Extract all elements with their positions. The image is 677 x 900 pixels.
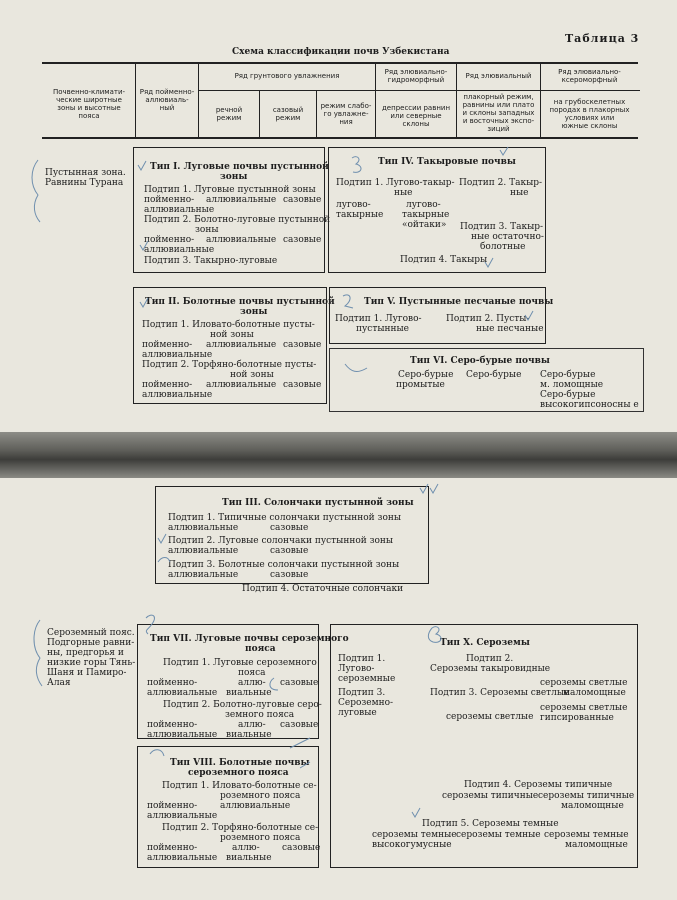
zone-serozem: Сероземный пояс. Подгорные равни- ны, предгорья и низкие горы Тянь- Шаня и Памиро- Алая — [47, 628, 136, 688]
type-4-line: болотные — [480, 242, 526, 252]
type-1-line: аллювиальные — [206, 235, 277, 245]
type-10-line: сероземы темные — [372, 830, 457, 840]
type-10-line: сероземы светлые — [540, 678, 628, 688]
type-1-line: Подтип 2. Болотно-луговые пустынной — [144, 215, 331, 225]
lower-page — [0, 478, 677, 900]
type-1-line: сазовые — [283, 195, 322, 205]
type-8-line: пойменно- — [147, 843, 198, 853]
table-title: Схема классификации почв Узбекистана — [232, 47, 450, 57]
type-2-title: Тип II. Болотные почвы пустынной зоны — [145, 297, 335, 317]
type-7-line: аллю- — [238, 678, 266, 688]
type-10-line: Подтип 1. — [338, 654, 386, 664]
type-4-line: лугово- — [406, 200, 441, 210]
type-10-line: сероземы темные — [456, 830, 541, 840]
type-4-line: такырные — [336, 210, 384, 220]
type-10-line: Подтип 4. Сероземы типичные — [464, 780, 613, 790]
pencil-marks-icon — [0, 478, 677, 900]
type-6-line: Серо-бурые — [398, 370, 454, 380]
book-fold — [0, 432, 677, 478]
type-1-line: аллювиальные — [144, 245, 215, 255]
type-10-line: Сероземно- — [338, 698, 394, 708]
type-6-line: Серо-бурые — [466, 370, 522, 380]
type-10-line: маломощные — [561, 801, 624, 811]
type-5-line: пустынные — [356, 324, 409, 334]
type-3-title: Тип III. Солончаки пустынной зоны — [222, 498, 414, 508]
type-7-line: сазовые — [280, 678, 319, 688]
type-3-line: аллювиальные — [168, 546, 239, 556]
header-rech: речной режим — [215, 106, 243, 122]
type-7-line: пойменно- — [147, 720, 198, 730]
type-1-line: Подтип 3. Такырно-луговые — [144, 256, 278, 266]
type-7-line: аллю- — [238, 720, 266, 730]
type-1-line: Подтип 1. Луговые пустынной зоны — [144, 185, 316, 195]
type-2-line: сазовые — [283, 380, 322, 390]
type-8-line: сазовые — [282, 843, 321, 853]
type-3-line: сазовые — [270, 523, 309, 533]
header-ground: Ряд грунтового увлажнения — [234, 72, 340, 80]
type-2-line: ной зоны — [210, 330, 254, 340]
type-10-line: Подтип 3. — [338, 688, 386, 698]
type-10-line: гипсированные — [540, 713, 614, 723]
header-saz: сазовый режим — [272, 106, 304, 122]
type-3-line: сазовые — [270, 570, 309, 580]
type-7-line: аллювиальные — [147, 730, 218, 740]
type-7-line: виальные — [226, 730, 272, 740]
type-8-line: виальные — [226, 853, 272, 863]
header-plak: плакорный режим, равнины или плато и склоны западных и восточных экспо- зиций — [462, 93, 535, 133]
type-8-line: Подтип 1. Иловато-болотные се- — [162, 781, 317, 791]
type-4-line: Подтип 4. Такыры — [400, 255, 488, 265]
type-5-title: Тип V. Пустынные песчаные почвы — [364, 297, 554, 307]
type-4-line: Подтип 3. Такыр- — [460, 222, 544, 232]
type-8-line: пойменно- — [147, 801, 198, 811]
type-4-line: лугово- — [336, 200, 371, 210]
type-10-line: сероземы светлые — [446, 712, 534, 722]
header-eluv-hydro: Ряд элювиально- гидроморфный — [384, 68, 448, 84]
type-6-line: Серо-бурые — [540, 370, 596, 380]
type-3-line: сазовые — [270, 546, 309, 556]
zone-desert: Пустынная зона. Равнины Турана — [45, 168, 126, 188]
type-7-line: пойменно- — [147, 678, 198, 688]
type-7-line: аллювиальные — [147, 688, 218, 698]
header-zones: Почвенно-климати- ческие широтные зоны и высотные пояса — [52, 88, 126, 120]
type-6-title: Тип VI. Серо-бурые почвы — [410, 356, 550, 366]
type-6-line: промытые — [396, 380, 445, 390]
type-8-line: роземного пояса — [220, 833, 301, 843]
type-7-line: земного пояса — [225, 710, 295, 720]
type-8-line: аллювиальные — [220, 801, 291, 811]
type-2-line: аллювиальные — [142, 350, 213, 360]
type-5-line: Подтип 2. Пусты- — [446, 314, 530, 324]
type-7-line: Подтип 1. Луговые сероземного — [163, 658, 317, 668]
type-8-line: Подтип 2. Торфяно-болотные се- — [162, 823, 319, 833]
type-1-line: аллювиальные — [144, 205, 215, 215]
type-10-line: Лугово- — [338, 664, 375, 674]
type-10-line: Подтип 5. Сероземы темные — [422, 819, 559, 829]
type-7-line: Подтип 2. Болотно-луговые серо- — [163, 700, 322, 710]
type-8-title: Тип VIII. Болотные почвы сероземного пояса — [170, 758, 310, 778]
header-xero: на грубоскелетных породах в плакорных условиях или южные склоны — [549, 98, 630, 130]
header-alluvial: Ряд пойменно- аллювиаль- ный — [139, 88, 195, 112]
type-10-line: сероземы темные — [544, 830, 629, 840]
header-eluv: Ряд элювиальный — [465, 72, 532, 80]
type-4-line: Подтип 2. Такыр- — [459, 178, 543, 188]
type-7-title: Тип VII. Луговые почвы сероземного пояса — [150, 634, 349, 654]
type-4-line: «ойтаки» — [402, 220, 447, 230]
type-2-line: пойменно- — [142, 340, 193, 350]
type-10-title: Тип X. Сероземы — [440, 638, 530, 648]
type-4-title: Тип IV. Такыровые почвы — [378, 157, 516, 167]
type-5-line: Подтип 1. Лугово- — [335, 314, 422, 324]
type-10-line: сероземы типичные — [442, 791, 539, 801]
type-4-line: такырные — [402, 210, 450, 220]
type-1-line: аллювиальные — [206, 195, 277, 205]
type-4-line: ные остаточно- — [471, 232, 544, 242]
type-3-line: аллювиальные — [168, 523, 239, 533]
type-4-line: ные — [510, 188, 529, 198]
type-10-line: Подтип 3. Сероземы светлые — [430, 688, 570, 698]
type-8-line: роземного пояса — [220, 791, 301, 801]
header-depr: депрессии равнин или северные склоны — [381, 104, 451, 128]
type-1-line: сазовые — [283, 235, 322, 245]
type-10-line: Подтип 2. — [466, 654, 514, 664]
type-3-line: аллювиальные — [168, 570, 239, 580]
type-2-line: аллювиальные — [142, 390, 213, 400]
type-6-line: высокогипсоносны е — [540, 400, 639, 410]
type-1-line: пойменно- — [144, 195, 195, 205]
type-2-line: пойменно- — [142, 380, 193, 390]
type-2-line: аллювиальные — [206, 340, 277, 350]
type-6-line: м. ломощные — [540, 380, 604, 390]
header-weak: режим слабо- го увлажне- ния — [320, 102, 372, 126]
type-2-line: Подтип 2. Торфяно-болотные пусты- — [142, 360, 317, 370]
type-2-line: ной зоны — [230, 370, 274, 380]
type-10-line: маломощные — [563, 688, 626, 698]
type-2-line: Подтип 1. Иловато-болотные пусты- — [142, 320, 315, 330]
type-1-line: пойменно- — [144, 235, 195, 245]
type-3-line: Подтип 4. Остаточные солончаки — [242, 584, 404, 594]
type-1-title: Тип I. Луговые почвы пустынной зоны — [150, 162, 329, 182]
type-3-line: Подтип 3. Болотные солончаки пустынной зоны — [168, 560, 400, 570]
type-4-line: ные — [394, 188, 413, 198]
type-10-line: сероземы светлые — [540, 703, 628, 713]
type-5-line: ные песчаные — [476, 324, 544, 334]
type-8-line: аллювиальные — [147, 853, 218, 863]
type-6-line: Серо-бурые — [540, 390, 596, 400]
type-1-line: зоны — [195, 225, 219, 235]
type-10-line: луговые — [338, 708, 377, 718]
type-7-line: виальные — [226, 688, 272, 698]
type-4-line: Подтип 1. Лугово-такыр- — [336, 178, 455, 188]
type-2-line: аллювиальные — [206, 380, 277, 390]
type-8-line: аллю- — [232, 843, 260, 853]
type-8-line: аллювиальные — [147, 811, 218, 821]
type-10-line: высокогумусные — [372, 840, 452, 850]
type-2-line: сазовые — [283, 340, 322, 350]
pencil-marks-icon — [0, 0, 677, 432]
type-3-line: Подтип 2. Луговые солончаки пустынной зоны — [168, 536, 394, 546]
type-10-line: Сероземы такыровидные — [430, 664, 551, 674]
type-3-line: Подтип 1. Типичные солончаки пустынной зоны — [168, 513, 402, 523]
type-10-line: сероземные — [338, 674, 396, 684]
type-10-line: сероземы типичные — [538, 791, 635, 801]
header-eluv-xero: Ряд элювиально- ксероморфный — [558, 68, 621, 84]
upper-page — [0, 0, 677, 432]
type-7-line: пояса — [238, 668, 266, 678]
type-10-line: маломощные — [565, 840, 628, 850]
type-7-line: сазовые — [280, 720, 319, 730]
table-number: Таблица 3 — [565, 32, 640, 45]
